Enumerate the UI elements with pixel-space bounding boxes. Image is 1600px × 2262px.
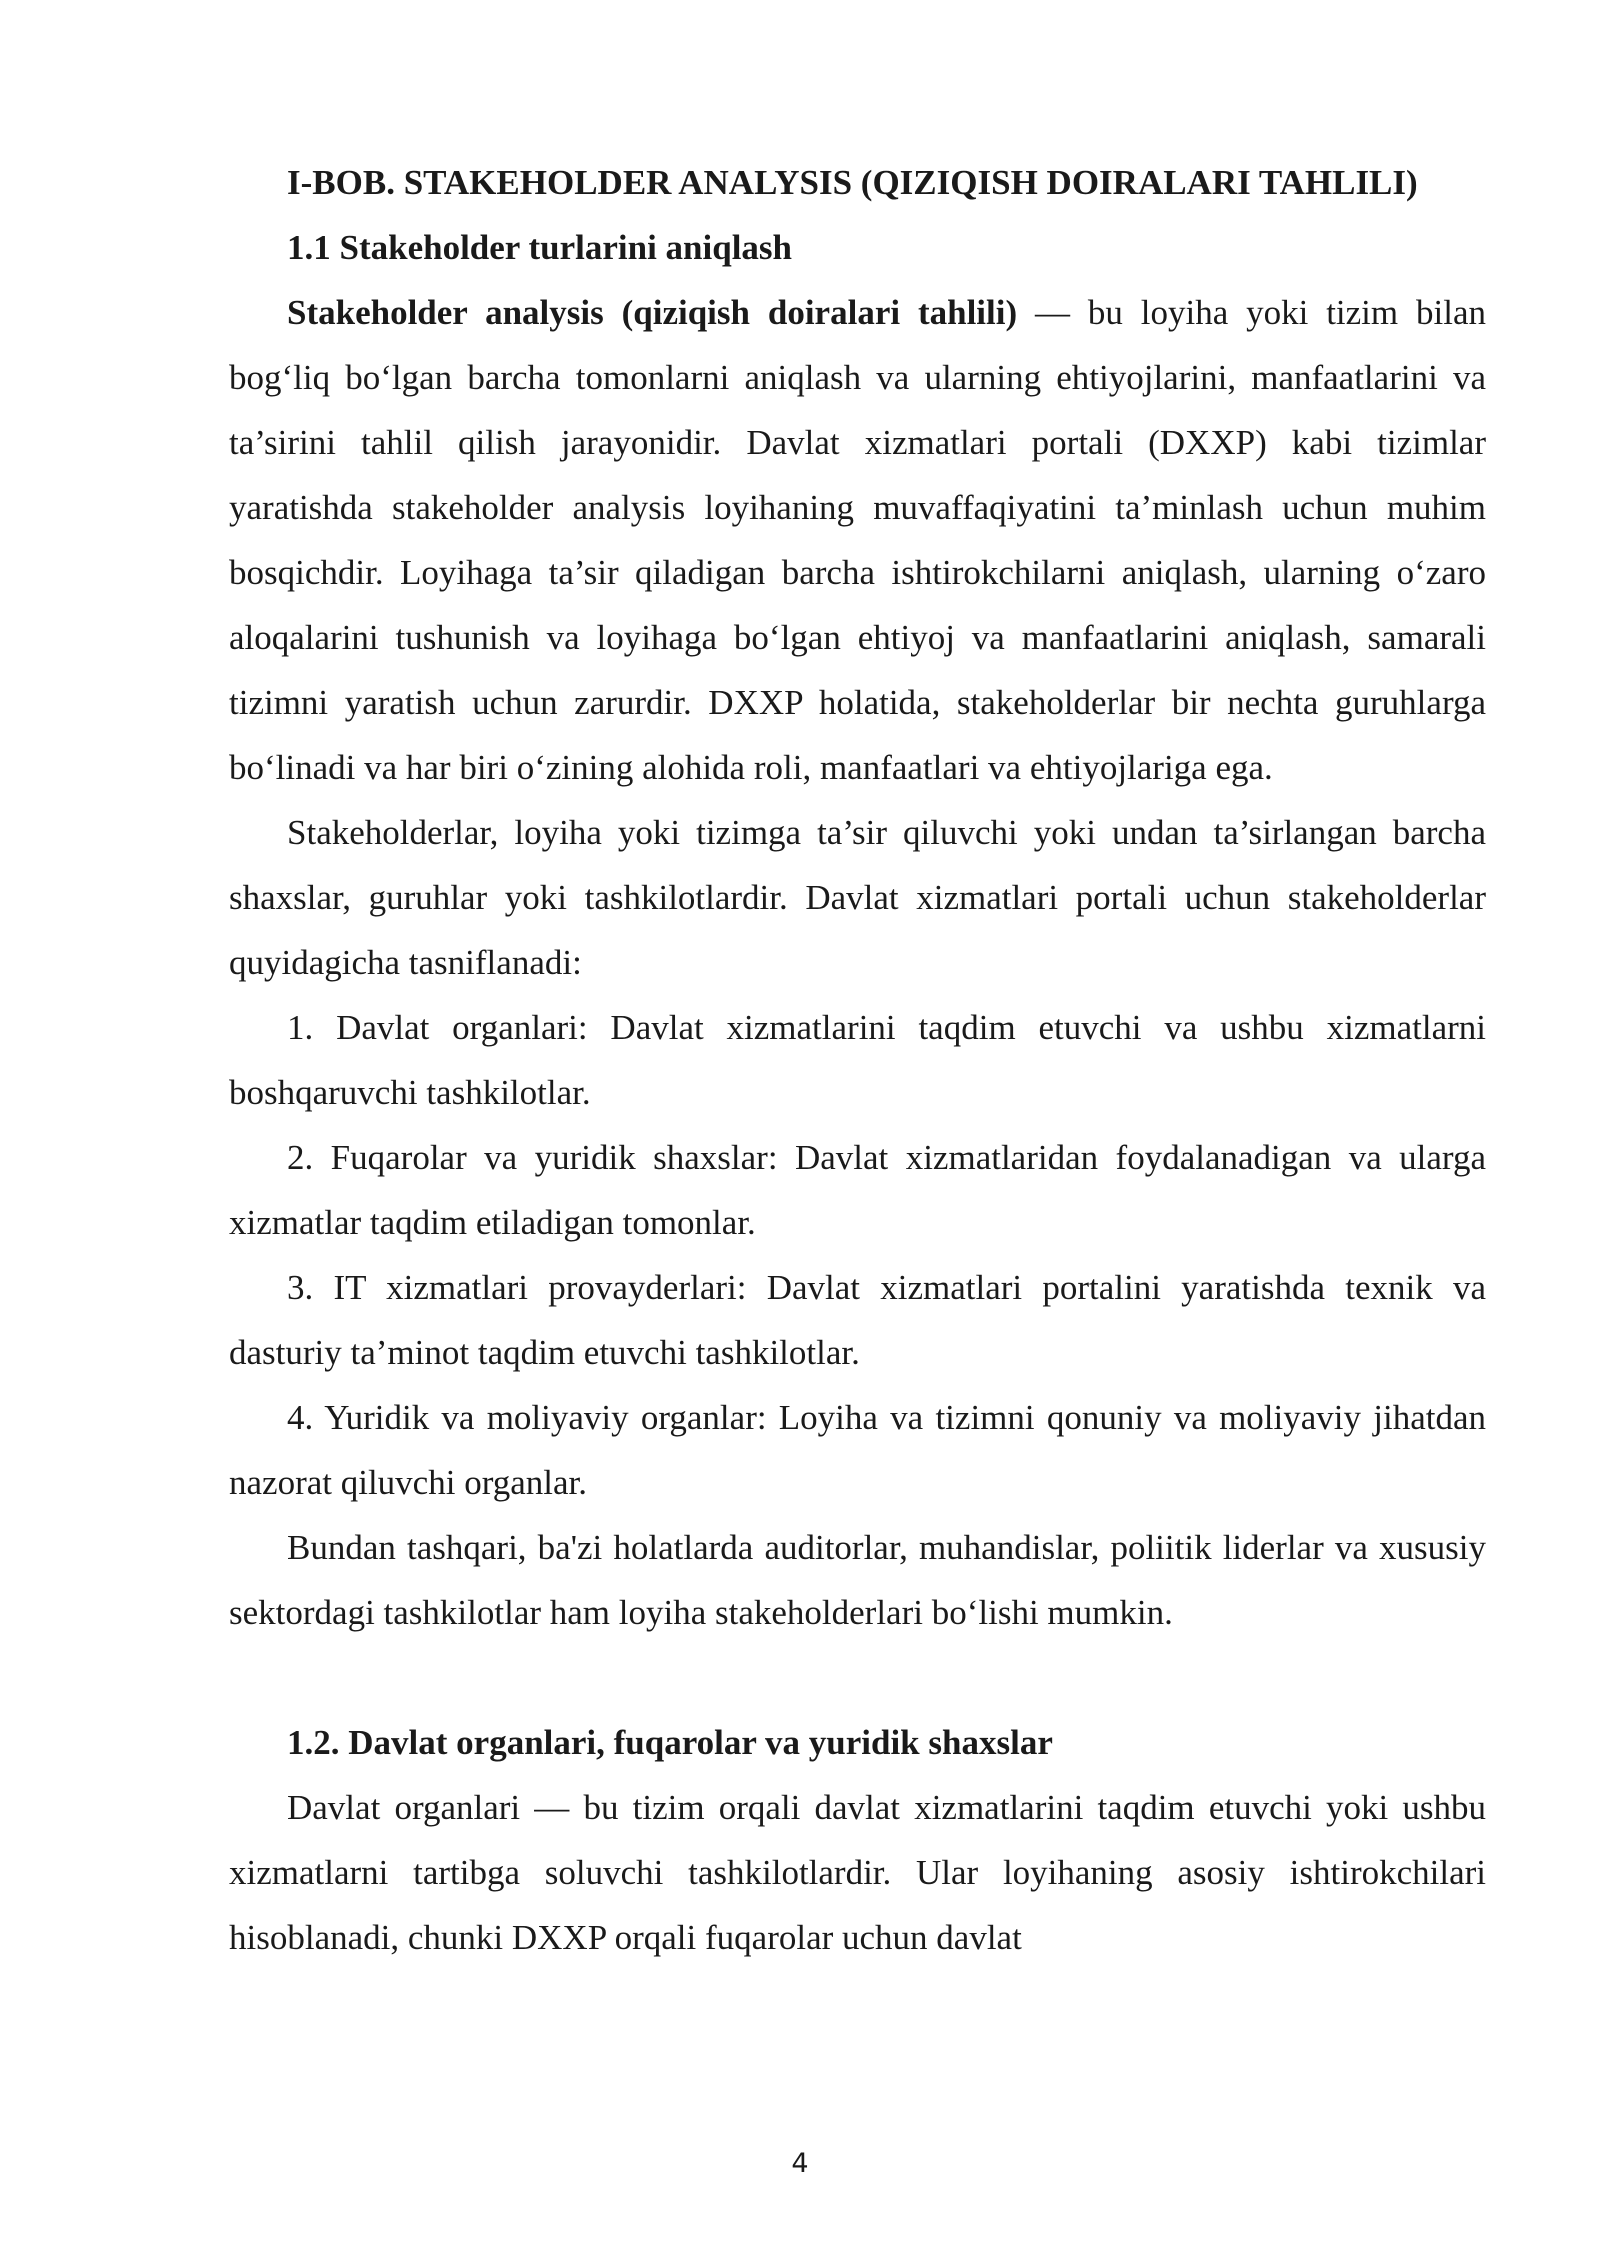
document-page: [229, 150, 1486, 1970]
chapter-title: I-BOB. STAKEHOLDER ANALYSIS (QIZIQISH DOIRALARI TAHLILI): [287, 163, 1418, 202]
blank-line: [229, 1645, 1486, 1710]
list-item: 4. Yuridik va moliyaviy organlar: Loyiha va tizimni qonuniy va moliyaviy jihatdan nazorat qiluvchi organlar.: [229, 1398, 1486, 1502]
section-title-1-2: 1.2. Davlat organlari, fuqarolar va yuridik shaxslar: [287, 1723, 1053, 1762]
paragraph-additional: Bundan tashqari, ba'zi holatlarda auditorlar, muhandislar, poliitik liderlar va xususiy sektordagi tashkilotlar ham loyiha stakeholderlari bo‘lishi mumkin.: [229, 1528, 1486, 1632]
list-item: 1. Davlat organlari: Davlat xizmatlarini taqdim etuvchi va ushbu xizmatlarni boshqaruvchi tashkilotlar.: [229, 1008, 1486, 1112]
paragraph-stakeholders: Stakeholderlar, loyiha yoki tizimga ta’sir qiluvchi yoki undan ta’sirlangan barcha shaxslar, guruhlar yoki tashkilotlardir. Davlat xizmatlari portali uchun stakeholderlar quyidagicha tasniflanadi:: [229, 813, 1486, 982]
list-item: 2. Fuqarolar va yuridik shaxslar: Davlat xizmatlaridan foydalanadigan va ularga xizmatlar taqdim etiladigan tomonlar.: [229, 1138, 1486, 1242]
paragraph-government-bodies: Davlat organlari — bu tizim orqali davlat xizmatlarini taqdim etuvchi yoki ushbu xizmatlarni tartibga soluvchi tashkilotlardir. Ular loyihaning asosiy ishtirokchilari hisoblanadi, chunki DXXP orqali fuqarolar uchun davlat: [229, 1788, 1486, 1957]
section-title-1-1: 1.1 Stakeholder turlarini aniqlash: [287, 228, 793, 267]
paragraph-definition: [229, 280, 1486, 800]
list-item: 3. IT xizmatlari provayderlari: Davlat xizmatlari portalini yaratishda texnik va dasturiy ta’minot taqdim etuvchi tashkilotlar.: [229, 1268, 1486, 1372]
page-number: 4: [791, 2148, 809, 2179]
definition-text: — bu loyiha yoki tizim bilan bog‘liq bo‘lgan barcha tomonlarni aniqlash va ularning ehtiyojlarini, manfaatlarini va ta’sirini tahlil qilish jarayonidir. Davlat xizmatlari portali (DXXP) kabi tizimlar yaratishda stakeholder analysis loyihaning muvaffaqiyatini ta’minlash uchun muhim bosqichdir. Loyihaga ta’sir qiladigan barcha ishtirokchilarni aniqlash, ularning o‘zaro aloqalarini tushunish va loyihaga bo‘lgan ehtiyoj va manfaatlarini aniqlash, samarali tizimni yaratish uchun zarurdir. DXXP holatida, stakeholderlar bir nechta guruhlarga bo‘linadi va har biri o‘zining alohida roli, manfaatlari va ehtiyojlariga ega.: [229, 293, 1486, 787]
definition-term: Stakeholder analysis (qiziqish doiralari tahlili): [287, 293, 1018, 332]
